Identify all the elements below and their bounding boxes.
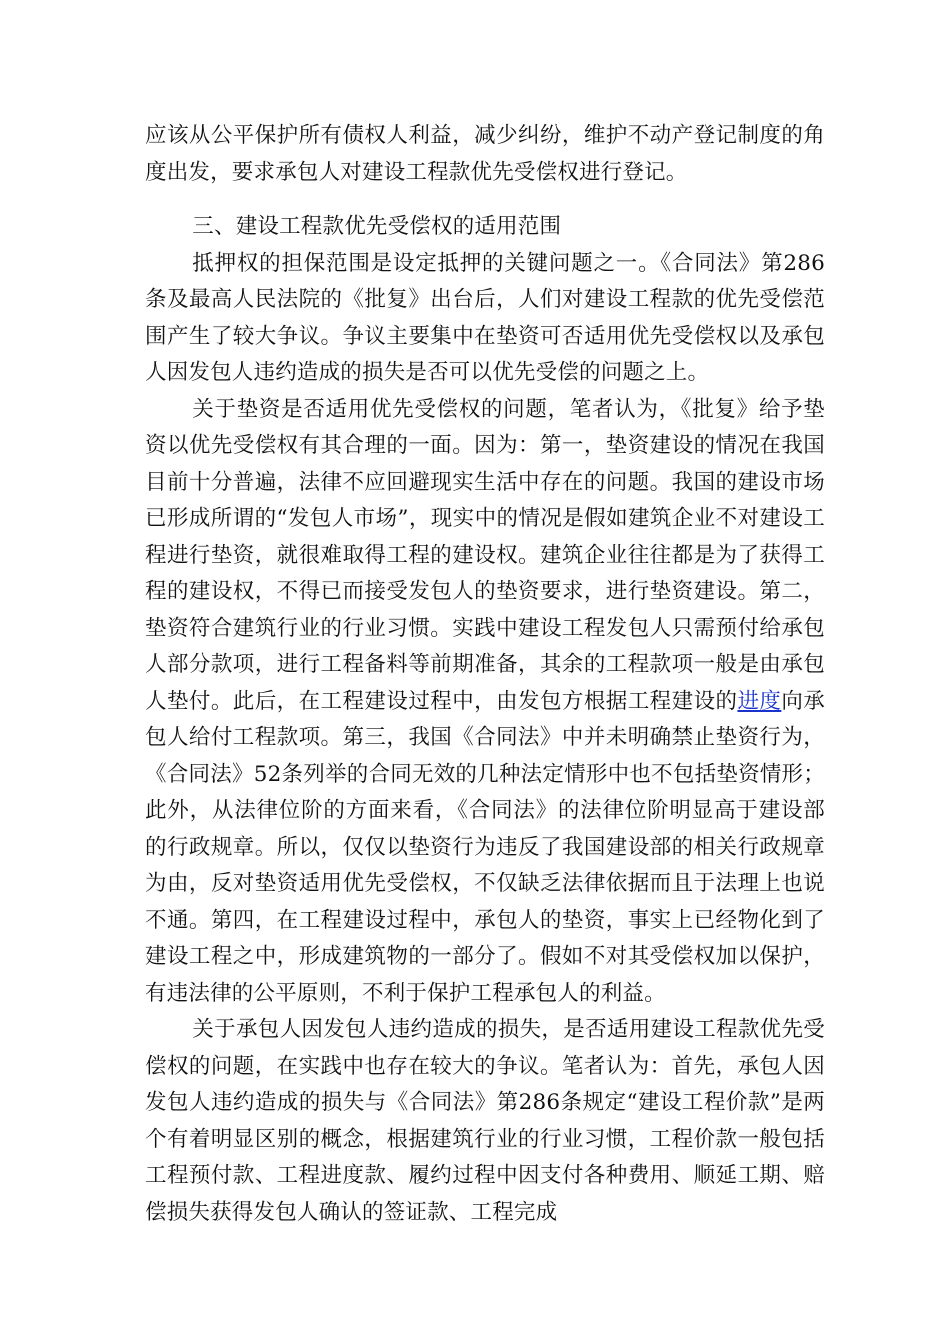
paragraph-continuation: 应该从公平保护所有债权人利益，减少纠纷，维护不动产登记制度的角度出发，要求承包人对建设工程款优先受偿权进行登记。 bbox=[145, 123, 825, 185]
paragraph-text-before-link: 关于垫资是否适用优先受偿权的问题，笔者认为，《批复》给予垫资以优先受偿权有其合理的一面。因为：第一，垫资建设的情况在我国目前十分普遍，法律不应回避现实生活中存在的问题。我国的建设市场已形成所谓的“发包人市场”，现实中的情况是假如建筑企业不对建设工程进行垫资，就很难取得工程的建设权。建筑企业往往都是为了获得工程的建设权，不得已而接受发包人的垫资要求，进行垫资建设。第二，垫资符合建筑行业的行业习惯。实践中建设工程发包人只需预付给承包人部分款项，进行工程备料等前期准备，其余的工程款项一般是由承包人垫付。此后，在工程建设过程中，由发包方根据工程建设的 bbox=[145, 396, 825, 714]
section-heading: 三、建设工程款优先受偿权的适用范围 bbox=[192, 214, 562, 239]
paragraph-advance-payment bbox=[145, 392, 825, 1013]
document-body bbox=[145, 118, 825, 1231]
paragraph-scope: 抵押权的担保范围是设定抵押的关键问题之一。《合同法》第286条及最高人民法院的《批复》出台后，人们对建设工程款的优先受偿范围产生了较大争议。争议主要集中在垫资可否适用优先受偿权以及承包人因发包人违约造成的损失是否可以优先受偿的问题之上。 bbox=[145, 250, 825, 385]
paragraph-text-after-link: 向承包人给付工程款项。第三，我国《合同法》中并未明确禁止垫资行为，《合同法》52条列举的合同无效的几种法定情形中也不包括垫资情形；此外，从法律位阶的方面来看，《合同法》的法律位阶明显高于建设部的行政规章。所以，仅仅以垫资行为违反了我国建设部的相关行政规章为由，反对垫资适用优先受偿权，不仅缺乏法律依据而且于法理上也说不通。第四，在工程建设过程中，承包人的垫资，事实上已经物化到了建设工程之中，形成建筑物的一部分了。假如不对其受偿权加以保护，有违法律的公平原则，不利于保护工程承包人的利益。 bbox=[145, 688, 826, 1006]
paragraph-breach-losses: 关于承包人因发包人违约造成的损失，是否适用建设工程款优先受偿权的问题，在实践中也存在较大的争议。笔者认为：首先，承包人因发包人违约造成的损失与《合同法》第286条规定“建设工程价款”是两个有着明显区别的概念，根据建筑行业的行业习惯，工程价款一般包括工程预付款、工程进度款、履约过程中因支付各种费用、顺延工期、赔偿损失获得发包人确认的签证款、工程完成 bbox=[145, 1017, 825, 1225]
progress-link[interactable]: 进度 bbox=[737, 688, 782, 714]
